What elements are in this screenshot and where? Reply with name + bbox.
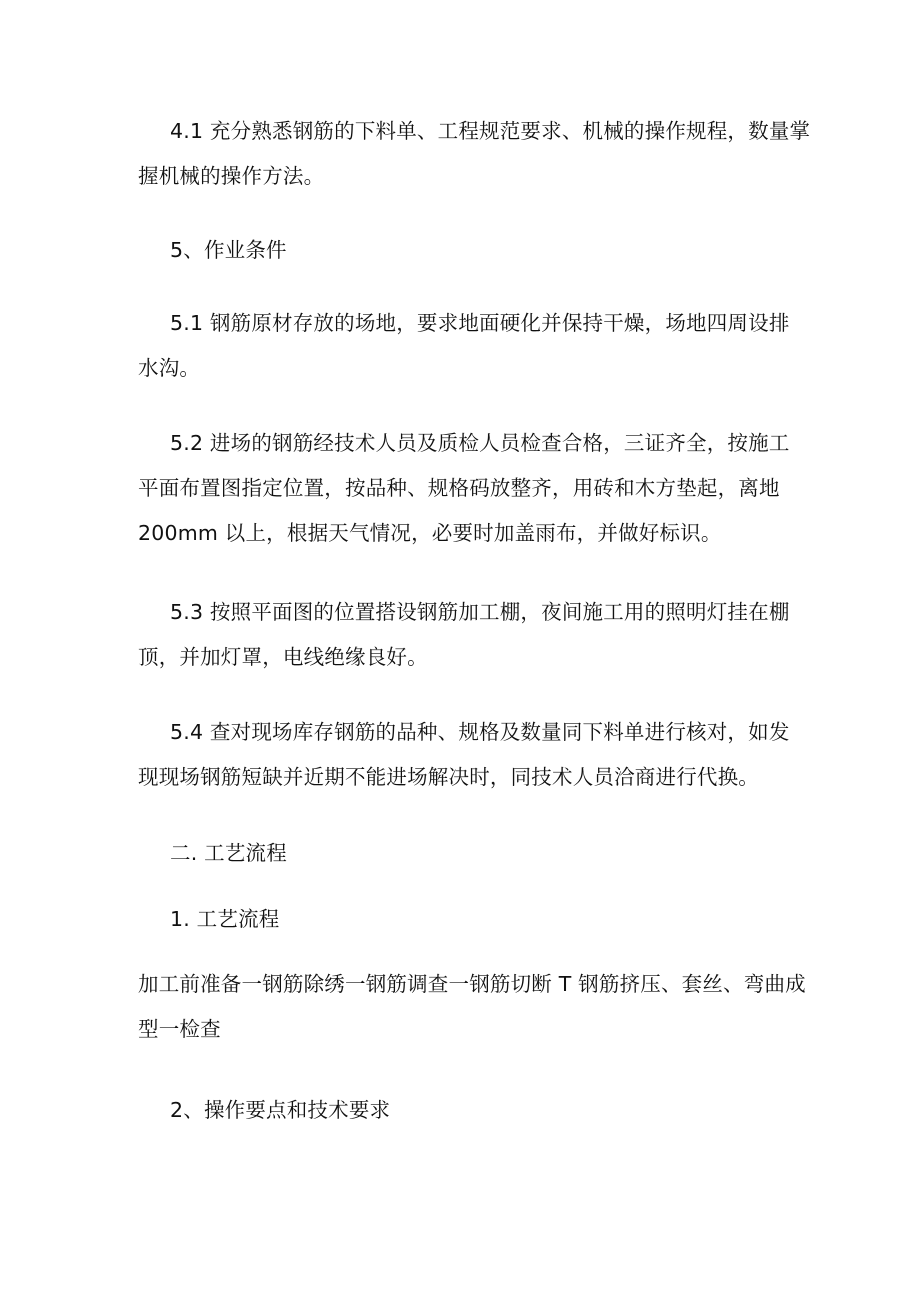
text-line: 5.4 查对现场库存钢筋的品种、规格及数量同下料单进行核对，如发 bbox=[170, 720, 790, 744]
text-line: 型一检查 bbox=[138, 1017, 221, 1041]
text-line: 平面布置图指定位置，按品种、规格码放整齐，用砖和木方垫起，离地 bbox=[138, 476, 780, 500]
paragraph-5-1 bbox=[138, 301, 790, 391]
text-line: 1. 工艺流程 bbox=[170, 907, 280, 931]
text-line: 握机械的操作方法。 bbox=[138, 164, 325, 188]
subsection-heading-key-points bbox=[138, 1088, 786, 1133]
text-line: 顶，并加灯罩，电线绝缘良好。 bbox=[138, 645, 428, 669]
text-line: 现现场钢筋短缺并近期不能进场解决时，同技术人员洽商进行代换。 bbox=[138, 765, 759, 789]
text-line: 二. 工艺流程 bbox=[170, 841, 287, 865]
text-line: 5.3 按照平面图的位置搭设钢筋加工棚，夜间施工用的照明灯挂在棚 bbox=[170, 600, 790, 624]
paragraph-5-3 bbox=[138, 590, 790, 680]
paragraph-process-flow bbox=[138, 962, 806, 1052]
paragraph-4-1 bbox=[138, 109, 811, 199]
section-heading-5 bbox=[138, 228, 786, 273]
text-line: 加工前准备一钢筋除绣一钢筋调查一钢筋切断 T 钢筋挤压、套丝、弯曲成 bbox=[138, 972, 806, 996]
paragraph-5-2 bbox=[138, 421, 790, 556]
section-heading-2 bbox=[138, 831, 786, 876]
text-line: 5、作业条件 bbox=[170, 238, 287, 262]
text-line: 4.1 充分熟悉钢筋的下料单、工程规范要求、机械的操作规程，数量掌 bbox=[170, 119, 811, 143]
text-line: 2、操作要点和技术要求 bbox=[170, 1098, 391, 1122]
text-line: 5.1 钢筋原材存放的场地，要求地面硬化并保持干燥，场地四周设排 bbox=[170, 311, 790, 335]
text-line: 200mm 以上，根据天气情况，必要时加盖雨布，并做好标识。 bbox=[138, 521, 722, 545]
text-line: 水沟。 bbox=[138, 356, 201, 380]
subsection-heading-process-flow bbox=[138, 897, 786, 942]
text-line: 5.2 进场的钢筋经技术人员及质检人员检查合格，三证齐全，按施工 bbox=[170, 431, 790, 455]
paragraph-5-4 bbox=[138, 710, 790, 800]
